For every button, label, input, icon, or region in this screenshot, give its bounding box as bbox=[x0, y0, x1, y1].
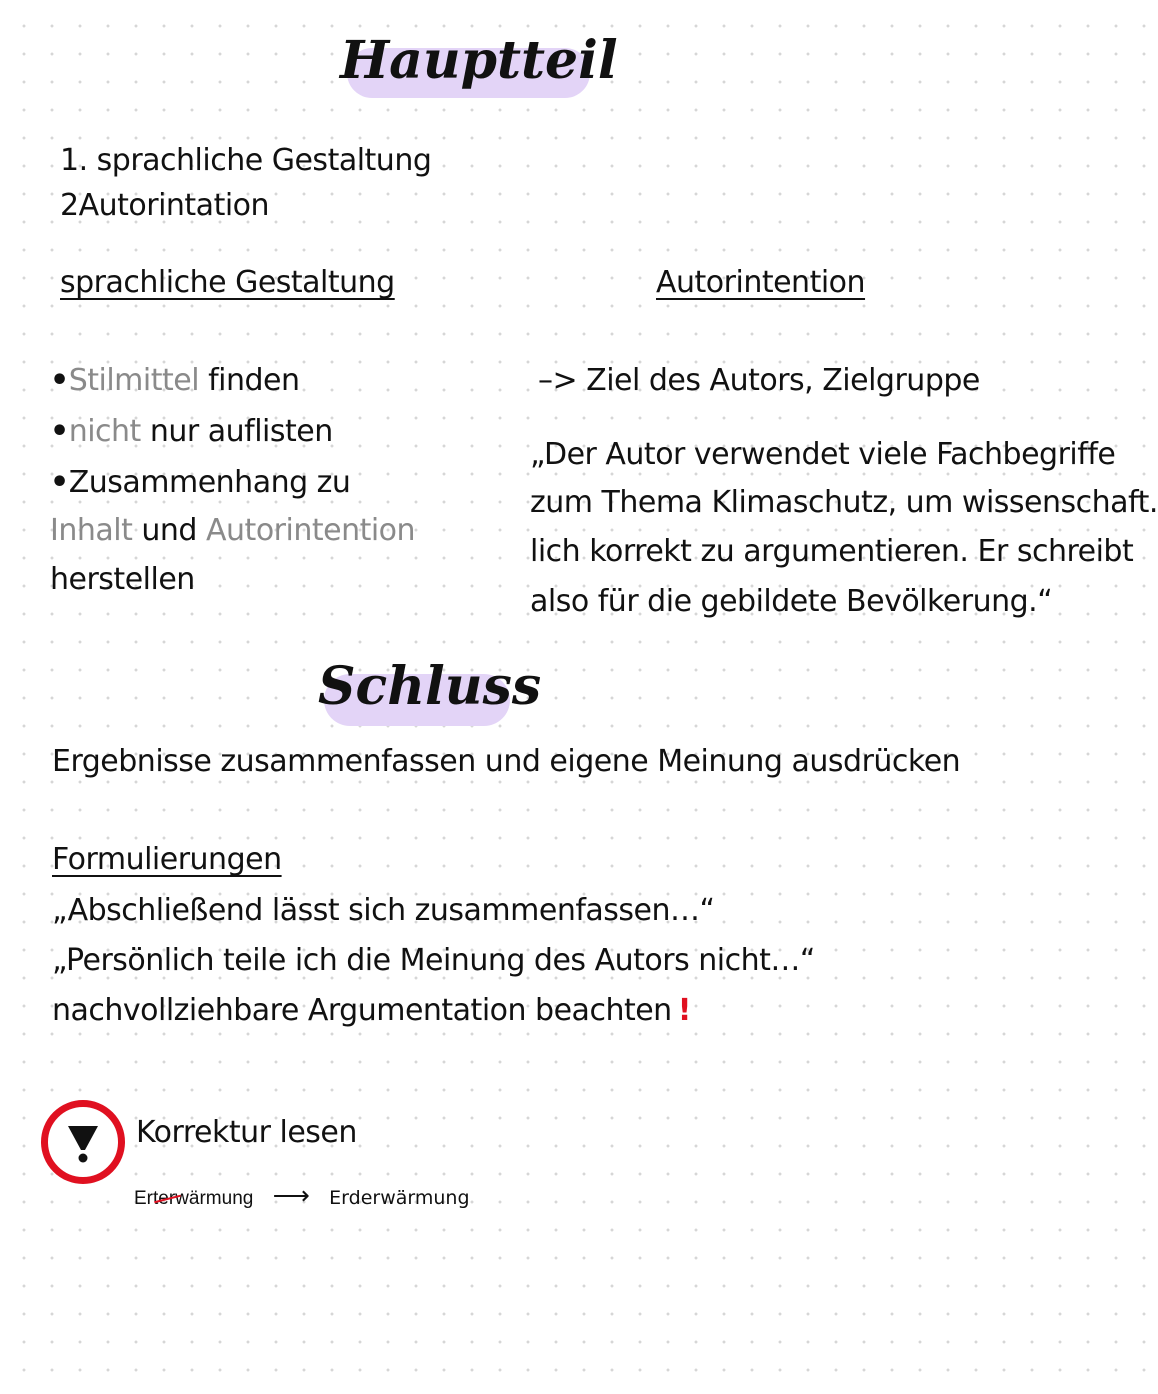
bullet-keyword: Inhalt bbox=[50, 513, 133, 548]
example-quote-line-4: also für die gebildete Bevölkerung.“ bbox=[530, 584, 1053, 619]
wrong-word-part: ärmung bbox=[188, 1188, 254, 1209]
bullet-dot: • bbox=[50, 363, 69, 398]
formulierungen-heading: Formulierungen bbox=[52, 842, 282, 877]
autorintention-arrow-line: –> Ziel des Autors, Zielgruppe bbox=[538, 363, 980, 398]
phrase-2: „Persönlich teile ich die Meinung des Autors nicht…“ bbox=[52, 943, 815, 978]
bullet-zusammenhang bbox=[50, 465, 350, 500]
bullet-text: Zusammenhang zu bbox=[68, 465, 351, 500]
bullet-dot: • bbox=[50, 465, 69, 500]
bullet-text: und bbox=[132, 513, 207, 548]
bullet-text: nur auflisten bbox=[140, 414, 333, 449]
bullet-zusammenhang-line2 bbox=[50, 513, 415, 548]
bullet-keyword: Stilmittel bbox=[68, 363, 200, 398]
bullet-nicht-auflisten bbox=[50, 414, 333, 449]
bullet-dot: • bbox=[50, 414, 69, 449]
bullet-keyword: nicht bbox=[68, 414, 141, 449]
warning-circle-icon bbox=[41, 1100, 125, 1184]
schluss-summary: Ergebnisse zusammenfassen und eigene Meinung ausdrücken bbox=[52, 744, 961, 779]
outline-item-2: 2Autorintation bbox=[60, 188, 270, 223]
section-heading-sprachliche-gestaltung: sprachliche Gestaltung bbox=[60, 265, 395, 300]
section-heading-autorintention: Autorintention bbox=[656, 265, 866, 300]
bullet-keyword: Autorintention bbox=[206, 513, 416, 548]
phrase-1: „Abschließend lässt sich zusammenfassen…“ bbox=[52, 893, 715, 928]
correct-word: Erderwärmung bbox=[329, 1187, 470, 1209]
bullet-text: finden bbox=[199, 363, 300, 398]
note-text: nachvollziehbare Argumentation beachten bbox=[52, 993, 672, 1028]
exclamation-icon: ! bbox=[677, 993, 691, 1028]
arrow-right-icon: ⟶ bbox=[272, 1180, 310, 1210]
korrektur-label: Korrektur lesen bbox=[136, 1115, 357, 1150]
outline-item-1: 1. sprachliche Gestaltung bbox=[60, 143, 432, 178]
argumentation-note bbox=[52, 993, 691, 1028]
example-quote-line-3: lich korrekt zu argumentieren. Er schreibt bbox=[530, 534, 1134, 569]
schluss-title: Schluss bbox=[318, 656, 542, 717]
correction-example bbox=[134, 1180, 470, 1211]
example-quote-line-1: „Der Autor verwendet viele Fachbegriffe bbox=[530, 437, 1116, 472]
wrong-word-struck: erw bbox=[158, 1188, 189, 1209]
hauptteil-title: Hauptteil bbox=[340, 30, 618, 91]
bullet-stilmittel bbox=[50, 363, 300, 398]
exclamation-mark-icon bbox=[57, 1116, 109, 1168]
wrong-word-part: Ert bbox=[134, 1188, 159, 1209]
example-quote-line-2: zum Thema Klimaschutz, um wissenschaft. bbox=[530, 485, 1158, 520]
bullet-zusammenhang-line3: herstellen bbox=[50, 562, 195, 597]
